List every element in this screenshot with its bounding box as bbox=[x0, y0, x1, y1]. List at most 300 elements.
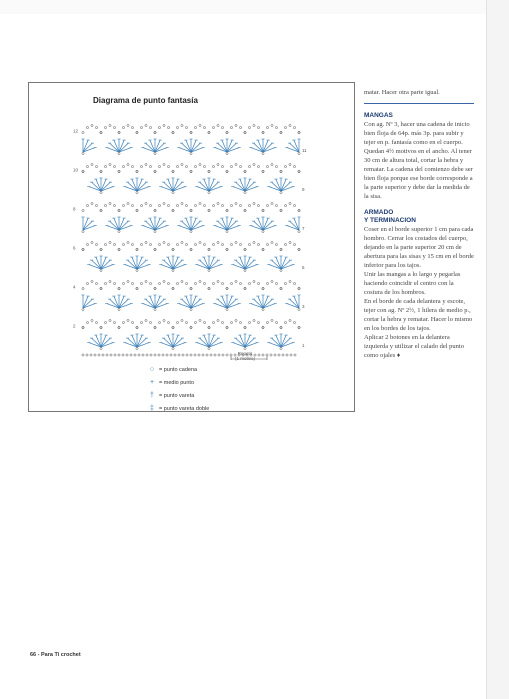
fan-stitch bbox=[254, 143, 263, 152]
chain-dot bbox=[86, 126, 88, 128]
chain-dot bbox=[181, 241, 183, 243]
fan-stitch bbox=[254, 299, 263, 308]
row-number: 8 bbox=[73, 206, 76, 212]
chain-dot bbox=[172, 269, 174, 271]
fan-stitch bbox=[146, 143, 155, 152]
chain-dot bbox=[95, 165, 97, 167]
chain-dot bbox=[82, 354, 84, 356]
chain-dot bbox=[203, 165, 205, 167]
legend-label: = punto vareta doble bbox=[159, 405, 210, 412]
chain-dot bbox=[280, 269, 282, 271]
chain-dot bbox=[140, 282, 142, 284]
chain-dot bbox=[239, 282, 241, 284]
chain-dot bbox=[113, 282, 115, 284]
fan-stitch bbox=[227, 221, 236, 230]
chain-dot bbox=[90, 354, 92, 356]
chain-dot bbox=[149, 126, 151, 128]
chain-dot bbox=[86, 321, 88, 323]
chain-dot bbox=[266, 282, 268, 284]
chain-dot bbox=[284, 165, 286, 167]
chain-dot bbox=[262, 308, 264, 310]
armado-title-1: ARMADO bbox=[364, 209, 394, 216]
chain-dot bbox=[257, 321, 259, 323]
chain-dot bbox=[218, 354, 220, 356]
chain-dot bbox=[91, 124, 93, 126]
chain-dot bbox=[136, 170, 138, 172]
chain-dot bbox=[212, 126, 214, 128]
chain-dot bbox=[271, 124, 273, 126]
fan-stitch bbox=[263, 299, 272, 308]
chain-dot bbox=[95, 126, 97, 128]
chain-dot bbox=[131, 321, 133, 323]
fan-stitch bbox=[191, 143, 200, 152]
chain-dot bbox=[203, 282, 205, 284]
fan-stitch bbox=[182, 221, 191, 230]
chain-dot bbox=[221, 243, 223, 245]
fan-stitch bbox=[272, 182, 281, 191]
chain-dot bbox=[86, 354, 88, 356]
chain-dot bbox=[203, 321, 205, 323]
chain-dot bbox=[190, 354, 192, 356]
chain-dot bbox=[190, 308, 192, 310]
chain-dot bbox=[271, 241, 273, 243]
chain-dot bbox=[163, 202, 165, 204]
fan-stitch bbox=[146, 221, 155, 230]
chain-dot bbox=[82, 170, 84, 172]
chain-dot bbox=[280, 347, 282, 349]
row-number: 3 bbox=[302, 304, 305, 309]
chain-dot bbox=[235, 280, 237, 282]
chain-dot bbox=[167, 321, 169, 323]
chain-dot bbox=[262, 248, 264, 250]
chain-dot bbox=[100, 191, 102, 193]
legend-row-treble bbox=[147, 402, 209, 415]
chain-dot bbox=[140, 165, 142, 167]
chain-dot bbox=[244, 209, 246, 211]
fan-stitch bbox=[200, 182, 209, 191]
fan-stitch bbox=[290, 143, 299, 152]
chain-dot bbox=[118, 248, 120, 250]
chain-dot bbox=[194, 354, 196, 356]
chain-dot bbox=[114, 354, 116, 356]
chain-dot bbox=[284, 204, 286, 206]
chain-dot bbox=[113, 165, 115, 167]
fan-stitch bbox=[245, 260, 254, 269]
chain-dot bbox=[214, 354, 216, 356]
chain-dot bbox=[109, 124, 111, 126]
armado-body-4: Aplicar 2 botones en la delantera izquierda y utilizar el calado del punto como ojales ♦ bbox=[364, 334, 464, 359]
fan-stitch bbox=[281, 338, 290, 347]
chain-dot bbox=[181, 124, 183, 126]
crochet-stitch-chart bbox=[71, 111, 319, 361]
chain-dot bbox=[163, 319, 165, 321]
chain-dot bbox=[275, 282, 277, 284]
armado-body-1: Coser en el borde superior 1 cm para cada hombro. Cerrar los costados del cuerpo, dejando en la parte superior 20 cm de abertura para las sisas y 15 cm en el borde inferior para los tajos. bbox=[364, 226, 474, 269]
chain-dot bbox=[217, 124, 219, 126]
chain-dot bbox=[145, 241, 147, 243]
chain-dot bbox=[190, 170, 192, 172]
chain-dot bbox=[145, 202, 147, 204]
chain-dot bbox=[262, 209, 264, 211]
chain-dot bbox=[163, 241, 165, 243]
chain-dot bbox=[194, 165, 196, 167]
chain-dot bbox=[194, 243, 196, 245]
chain-dot bbox=[253, 319, 255, 321]
mangas-body: Con ag. Nº 3, hacer una cadena de inicio bien floja de 64p. más 3p. para subir y tejer en p. fantasía como en el cuerpo. Quedan 4½ motivos en el ancho. Al tener 30 cm de altura total, cortar la hebra y rematar. La cadena del comienzo debe ser bien floja porque ese borde corresponde a la parte superior y debe dar la medida de la sisa. bbox=[364, 121, 473, 200]
chain-dot bbox=[136, 209, 138, 211]
chain-dot bbox=[118, 170, 120, 172]
fan-stitch bbox=[218, 143, 227, 152]
chain-dot bbox=[86, 204, 88, 206]
fan-stitch bbox=[137, 182, 146, 191]
fan-stitch bbox=[92, 182, 101, 191]
chain-dot bbox=[118, 326, 120, 328]
chain-dot bbox=[208, 347, 210, 349]
chain-dot bbox=[158, 321, 160, 323]
chain-dot bbox=[293, 321, 295, 323]
chain-dot bbox=[244, 248, 246, 250]
chain-dot bbox=[149, 165, 151, 167]
chain-dot bbox=[203, 243, 205, 245]
chain-dot bbox=[190, 131, 192, 133]
chain-dot bbox=[122, 204, 124, 206]
chain-dot bbox=[86, 243, 88, 245]
chain-dot bbox=[154, 209, 156, 211]
chain-dot bbox=[154, 326, 156, 328]
fan-stitch bbox=[83, 299, 92, 308]
fan-stitch bbox=[164, 338, 173, 347]
chain-dot bbox=[118, 209, 120, 211]
chain-dot bbox=[82, 230, 84, 232]
chain-dot bbox=[158, 204, 160, 206]
chain-dot bbox=[239, 126, 241, 128]
fan-stitch bbox=[281, 182, 290, 191]
chain-dot bbox=[166, 354, 168, 356]
row-number: 7 bbox=[302, 226, 305, 231]
chain-dot bbox=[136, 287, 138, 289]
chain-dot bbox=[162, 354, 164, 356]
chain-dot bbox=[226, 209, 228, 211]
armado-body-3: En el borde de cada delantera y escote, tejer con ag. Nº 2½, 1 hilera de medio p., cortar la hebra y rematar. Hacer lo mismo en los bordes de los tajos. bbox=[364, 298, 473, 332]
chain-dot bbox=[109, 241, 111, 243]
fan-stitch bbox=[290, 299, 299, 308]
chain-dot bbox=[172, 248, 174, 250]
chain-dot bbox=[226, 230, 228, 232]
chain-dot bbox=[210, 354, 212, 356]
diagram-frame bbox=[28, 82, 355, 412]
fan-stitch bbox=[128, 338, 137, 347]
legend-label: = punto cadena bbox=[159, 366, 198, 373]
fan-stitch bbox=[83, 143, 92, 152]
fan-stitch bbox=[191, 221, 200, 230]
chain-dot bbox=[104, 165, 106, 167]
intro-line: matar. Hacer otra parte igual. bbox=[364, 89, 440, 96]
chain-dot bbox=[167, 165, 169, 167]
scan-right-edge bbox=[486, 0, 509, 699]
fan-stitch bbox=[200, 338, 209, 347]
fan-stitch bbox=[209, 338, 218, 347]
chain-dot bbox=[149, 204, 151, 206]
chain-dot bbox=[266, 243, 268, 245]
chain-dot bbox=[248, 165, 250, 167]
chain-dot bbox=[190, 209, 192, 211]
chain-dot bbox=[104, 204, 106, 206]
double-crochet-icon: † bbox=[150, 392, 154, 399]
row-number: 10 bbox=[73, 167, 79, 173]
chain-dot bbox=[163, 163, 165, 165]
chain-dot bbox=[235, 319, 237, 321]
chain-dot bbox=[149, 243, 151, 245]
chain-dot bbox=[172, 191, 174, 193]
chain-dot bbox=[138, 354, 140, 356]
chain-dot bbox=[198, 354, 200, 356]
chain-dot bbox=[91, 280, 93, 282]
chain-dot bbox=[271, 280, 273, 282]
row-number: 2 bbox=[73, 323, 76, 329]
chain-dot bbox=[262, 287, 264, 289]
fan-stitch bbox=[146, 299, 155, 308]
chain-dot bbox=[134, 354, 136, 356]
chain-dot bbox=[262, 170, 264, 172]
chain-dot bbox=[282, 354, 284, 356]
fan-stitch bbox=[209, 260, 218, 269]
chain-dot bbox=[235, 241, 237, 243]
chain-dot bbox=[185, 243, 187, 245]
chain-dot bbox=[226, 131, 228, 133]
chain-dot bbox=[127, 163, 129, 165]
chain-dot bbox=[163, 124, 165, 126]
chain-dot bbox=[293, 282, 295, 284]
chain-dot bbox=[104, 282, 106, 284]
chain-dot bbox=[86, 165, 88, 167]
chain-dot bbox=[278, 354, 280, 356]
chain-dot bbox=[271, 319, 273, 321]
chain-dot bbox=[146, 354, 148, 356]
chain-dot bbox=[212, 243, 214, 245]
chain-dot bbox=[221, 126, 223, 128]
chain-dot bbox=[289, 241, 291, 243]
chain-dot bbox=[181, 280, 183, 282]
chain-dot bbox=[230, 321, 232, 323]
chain-dot bbox=[91, 163, 93, 165]
chain-dot bbox=[145, 124, 147, 126]
fan-stitch bbox=[227, 143, 236, 152]
chain-dot bbox=[131, 243, 133, 245]
chain-dot bbox=[274, 354, 276, 356]
chain-dot bbox=[98, 354, 100, 356]
fan-stitch bbox=[191, 299, 200, 308]
chain-dot bbox=[122, 282, 124, 284]
chain-dot bbox=[142, 354, 144, 356]
fan-stitch bbox=[92, 338, 101, 347]
chain-dot bbox=[104, 243, 106, 245]
chain-dot bbox=[293, 243, 295, 245]
chain-dot bbox=[208, 248, 210, 250]
chain-dot bbox=[271, 202, 273, 204]
chain-dot bbox=[298, 308, 300, 310]
chain-dot bbox=[284, 321, 286, 323]
chain-dot bbox=[230, 243, 232, 245]
chain-dot bbox=[266, 321, 268, 323]
fan-stitch bbox=[155, 221, 164, 230]
chain-dot bbox=[222, 354, 224, 356]
chain-dot bbox=[131, 126, 133, 128]
fan-stitch bbox=[173, 182, 182, 191]
chain-dot bbox=[221, 321, 223, 323]
fan-stitch bbox=[227, 299, 236, 308]
chain-dot bbox=[122, 165, 124, 167]
chain-dot bbox=[289, 280, 291, 282]
chain-dot bbox=[167, 204, 169, 206]
fan-stitch bbox=[137, 338, 146, 347]
chain-dot bbox=[172, 287, 174, 289]
chain-dot bbox=[167, 282, 169, 284]
chain-dot bbox=[253, 202, 255, 204]
chain-dot bbox=[150, 354, 152, 356]
chain-dot bbox=[106, 354, 108, 356]
fan-stitch bbox=[155, 299, 164, 308]
chain-dot bbox=[208, 287, 210, 289]
chain-dot bbox=[100, 170, 102, 172]
chain-dot bbox=[262, 230, 264, 232]
fan-stitch bbox=[164, 260, 173, 269]
chain-dot bbox=[178, 354, 180, 356]
chain-dot bbox=[280, 248, 282, 250]
chain-dot bbox=[266, 354, 268, 356]
chain-dot bbox=[82, 131, 84, 133]
chain-dot bbox=[118, 308, 120, 310]
legend-row-single bbox=[147, 376, 209, 389]
chain-dot bbox=[82, 287, 84, 289]
fan-stitch bbox=[200, 260, 209, 269]
chain-dot bbox=[140, 243, 142, 245]
chain-dot bbox=[109, 280, 111, 282]
chain-dot bbox=[293, 126, 295, 128]
chain-dot bbox=[280, 170, 282, 172]
chain-dot bbox=[176, 321, 178, 323]
chain-dot bbox=[127, 319, 129, 321]
row-number: 11 bbox=[302, 148, 307, 153]
row-number: 9 bbox=[302, 187, 305, 192]
chain-dot bbox=[226, 326, 228, 328]
chain-dot bbox=[298, 248, 300, 250]
chain-dot bbox=[239, 165, 241, 167]
chain-dot bbox=[140, 204, 142, 206]
chain-dot bbox=[118, 131, 120, 133]
fan-stitch bbox=[137, 260, 146, 269]
chain-dot bbox=[113, 321, 115, 323]
fan-stitch bbox=[245, 182, 254, 191]
chain-dot bbox=[136, 347, 138, 349]
fan-stitch bbox=[128, 260, 137, 269]
chain-dot bbox=[194, 126, 196, 128]
chain-dot bbox=[185, 165, 187, 167]
chain-dot bbox=[289, 202, 291, 204]
chain-dot bbox=[154, 287, 156, 289]
chain-dot bbox=[258, 354, 260, 356]
row-number: 4 bbox=[73, 284, 76, 290]
chain-dot bbox=[266, 126, 268, 128]
chain-dot bbox=[136, 248, 138, 250]
chain-dot bbox=[194, 321, 196, 323]
fan-stitch bbox=[155, 143, 164, 152]
fan-stitch bbox=[263, 143, 272, 152]
chain-dot bbox=[275, 165, 277, 167]
chain-dot bbox=[280, 191, 282, 193]
fan-stitch bbox=[236, 182, 245, 191]
fan-stitch bbox=[236, 338, 245, 347]
chain-dot bbox=[100, 209, 102, 211]
chain-dot bbox=[149, 321, 151, 323]
chain-dot bbox=[131, 204, 133, 206]
repeat-label bbox=[235, 351, 255, 361]
chain-dot bbox=[118, 230, 120, 232]
chain-dot bbox=[154, 354, 156, 356]
chain-dot bbox=[212, 165, 214, 167]
chain-dot bbox=[136, 269, 138, 271]
fan-stitch bbox=[245, 338, 254, 347]
chain-dot bbox=[226, 308, 228, 310]
chain-dot bbox=[185, 321, 187, 323]
chain-dot bbox=[136, 191, 138, 193]
fan-stitch bbox=[281, 260, 290, 269]
chain-dot bbox=[270, 354, 272, 356]
chain-dot bbox=[208, 209, 210, 211]
chain-dot bbox=[230, 204, 232, 206]
chain-dot bbox=[235, 163, 237, 165]
chain-dot bbox=[194, 204, 196, 206]
chain-dot bbox=[199, 124, 201, 126]
chain-dot bbox=[176, 282, 178, 284]
chain-dot bbox=[226, 287, 228, 289]
chain-dot bbox=[182, 354, 184, 356]
chain-dot bbox=[109, 163, 111, 165]
chain-dot bbox=[91, 241, 93, 243]
chain-dot bbox=[248, 282, 250, 284]
chain-dot bbox=[190, 326, 192, 328]
chain-dot bbox=[235, 202, 237, 204]
chain-dot bbox=[131, 165, 133, 167]
fan-stitch bbox=[272, 338, 281, 347]
chain-dot bbox=[91, 202, 93, 204]
chain-dot bbox=[208, 170, 210, 172]
chain-dot bbox=[199, 241, 201, 243]
instructions-column bbox=[364, 88, 474, 360]
chain-dot bbox=[154, 170, 156, 172]
chain-dot bbox=[82, 209, 84, 211]
repeat-label-text: Repetir bbox=[237, 351, 253, 356]
chain-dot bbox=[127, 241, 129, 243]
chain-dot bbox=[95, 204, 97, 206]
chain-dot bbox=[208, 326, 210, 328]
chain-dot bbox=[235, 124, 237, 126]
chain-dot bbox=[286, 354, 288, 356]
chain-dot bbox=[158, 354, 160, 356]
chain-dot bbox=[226, 170, 228, 172]
chain-dot bbox=[109, 202, 111, 204]
diagram-title: Diagrama de punto fantasía bbox=[93, 96, 198, 105]
chain-dot bbox=[172, 170, 174, 172]
chain-dot bbox=[262, 152, 264, 154]
chain-dot bbox=[230, 354, 232, 356]
fan-stitch bbox=[119, 221, 128, 230]
chain-dot bbox=[203, 204, 205, 206]
chain-dot bbox=[275, 243, 277, 245]
chain-dot bbox=[244, 287, 246, 289]
chain-dot bbox=[239, 243, 241, 245]
chain-dot bbox=[298, 287, 300, 289]
fan-stitch bbox=[209, 182, 218, 191]
